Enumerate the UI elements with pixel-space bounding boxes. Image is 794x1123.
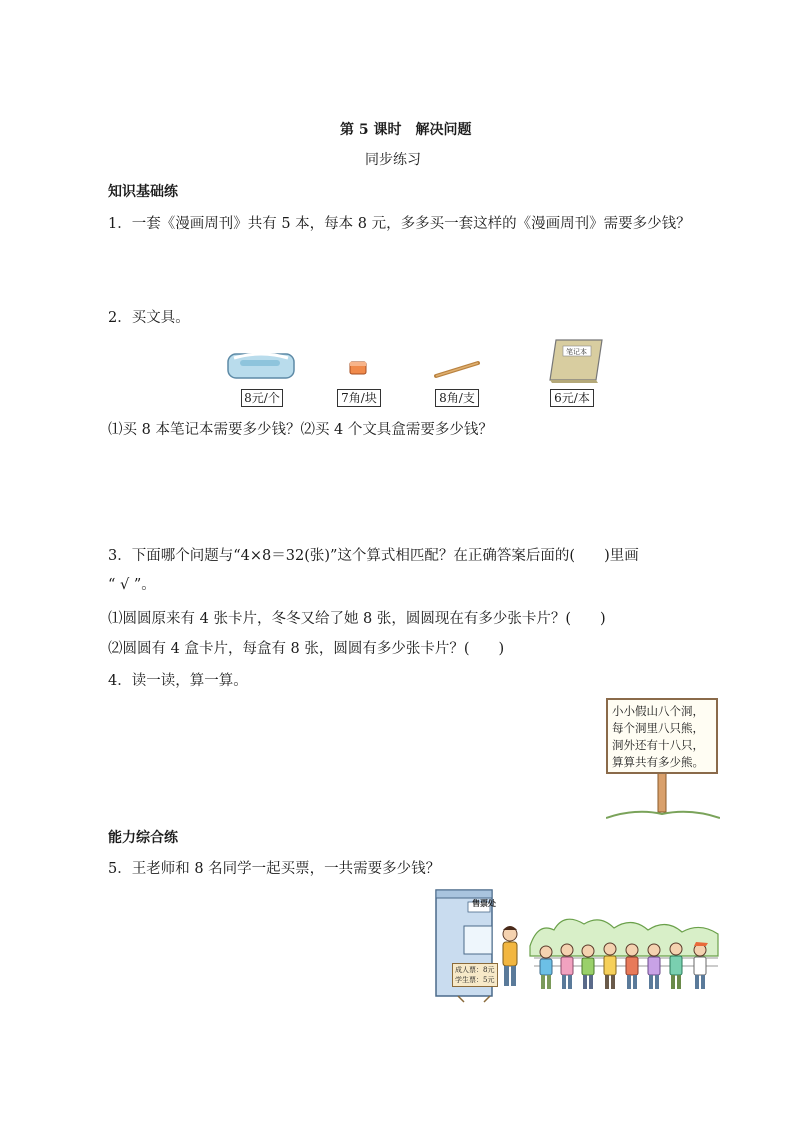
poem-line-4: 算算共有多少熊。 [612,755,704,769]
price-tag-eraser: 7角/块 [337,389,381,407]
ticket-booth-label: 售票处 [472,898,496,908]
question-5: 5．王老师和 8 名同学一起买票，一共需要多少钱？ [108,861,441,877]
eraser-icon [350,362,366,374]
section-heading-basic: 知识基础练 [108,184,178,200]
page-title: 第 5 课时 解决问题 [340,122,472,138]
question-1: 1．一套《漫画周刊》共有 5 本，每本 8 元，多多买一套这样的《漫画周刊》需要多少钱？ [108,216,691,232]
stationery-images [226,336,606,386]
poem-line-1: 小小假山八个洞， [612,704,704,718]
question-2-subquestions: ⑴买 8 本笔记本需要多少钱？⑵买 4 个文具盒需要多少钱？ [108,422,493,438]
ticket-price-sign [452,963,498,987]
question-4: 4．读一读，算一算。 [108,673,248,689]
pencil-icon [436,363,478,376]
question-3-line-2: “ √ ”。 [108,577,156,593]
question-3-option-1: ⑴圆圆原来有 4 张卡片，冬冬又给了她 8 张，圆圆现在有多少张卡片？( ) [108,611,606,627]
poem-line-2: 每个洞里八只熊， [612,721,704,735]
question-3-line-1: 3．下面哪个问题与“4×8＝32(张)”这个算式相匹配？在正确答案后面的( )里画 [108,548,639,564]
question-3-option-2: ⑵圆圆有 4 盒卡片，每盒有 8 张，圆圆有多少张卡片？( ) [108,641,505,657]
notebook-cover-label: 笔记本 [566,348,587,356]
adult-ticket-price: 成人票：8元 [455,966,495,974]
pencil-case-icon [228,354,294,378]
page-subtitle: 同步练习 [365,152,421,168]
price-tag-pencil: 8角/支 [435,389,479,407]
price-tag-pencil-case: 8元/个 [241,389,283,407]
poem-line-3: 洞外还有十八只， [612,738,704,752]
student-ticket-price: 学生票：5元 [455,976,495,984]
section-heading-advanced: 能力综合练 [108,830,178,846]
price-tag-notebook: 6元/本 [550,389,594,407]
signboard-post [606,770,720,820]
notebook-icon [550,340,602,383]
poem-signboard [606,698,718,774]
question-2: 2．买文具。 [108,310,190,326]
teacher-figure [503,926,517,986]
